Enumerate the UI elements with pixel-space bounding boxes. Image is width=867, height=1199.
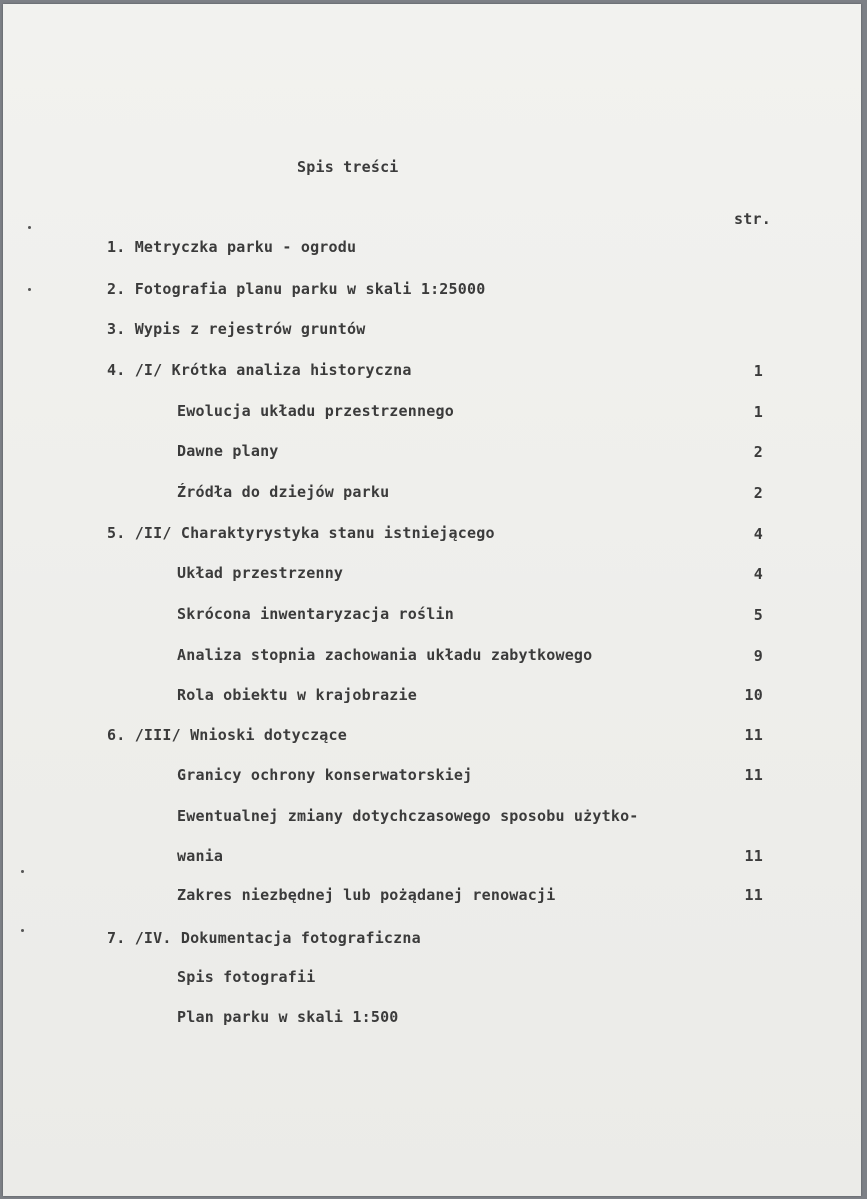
- toc-page-number: 10: [744, 686, 763, 704]
- toc-page-number: 1: [753, 362, 763, 380]
- toc-page-number: 11: [744, 726, 763, 744]
- toc-page-number: 11: [744, 886, 763, 904]
- toc-subentry: Ewentualnej zmiany dotychczasowego sposobu użytko-: [177, 807, 639, 825]
- toc-subentry: Ewolucja układu przestrzennego: [177, 402, 454, 420]
- toc-subentry: Plan parku w skali 1:500: [177, 1008, 399, 1026]
- margin-dot: [28, 288, 31, 291]
- margin-dot: [21, 929, 24, 932]
- toc-subentry: wania: [177, 847, 224, 865]
- toc-entry: 5. /II/ Charaktyrystyka stanu istniejącego: [107, 524, 495, 542]
- toc-entry: 3. Wypis z rejestrów gruntów: [107, 320, 366, 338]
- page-title: Spis treści: [297, 158, 399, 176]
- document-page: [3, 4, 861, 1196]
- toc-subentry: Analiza stopnia zachowania układu zabytkowego: [177, 646, 593, 664]
- toc-page-number: 1: [753, 403, 763, 421]
- margin-dot: [28, 226, 31, 229]
- toc-subentry: Spis fotografii: [177, 968, 316, 986]
- toc-subentry: Zakres niezbędnej lub pożądanej renowacji: [177, 886, 556, 904]
- toc-entry: 4. /I/ Krótka analiza historyczna: [107, 361, 412, 379]
- toc-subentry: Rola obiektu w krajobrazie: [177, 686, 417, 704]
- toc-entry: 2. Fotografia planu parku w skali 1:25000: [107, 280, 486, 298]
- toc-subentry: Skrócona inwentaryzacja roślin: [177, 605, 454, 623]
- toc-entry: 7. /IV. Dokumentacja fotograficzna: [107, 929, 421, 947]
- toc-entry: 1. Metryczka parku - ogrodu: [107, 238, 357, 256]
- toc-subentry: Układ przestrzenny: [177, 564, 344, 582]
- toc-page-number: 4: [753, 565, 763, 583]
- toc-page-number: 5: [753, 606, 763, 624]
- toc-subentry: Granicy ochrony konserwatorskiej: [177, 766, 473, 784]
- toc-entry: 6. /III/ Wnioski dotyczące: [107, 726, 347, 744]
- toc-page-number: 9: [753, 647, 763, 665]
- toc-page-number: 11: [744, 847, 763, 865]
- toc-subentry: Źródła do dziejów parku: [177, 483, 390, 501]
- toc-page-number: 11: [744, 766, 763, 784]
- toc-page-number: 4: [753, 525, 763, 543]
- toc-subentry: Dawne plany: [177, 442, 279, 460]
- toc-page-number: 2: [753, 443, 763, 461]
- page-column-label: str.: [734, 210, 771, 228]
- toc-page-number: 2: [753, 484, 763, 502]
- margin-dot: [21, 870, 24, 873]
